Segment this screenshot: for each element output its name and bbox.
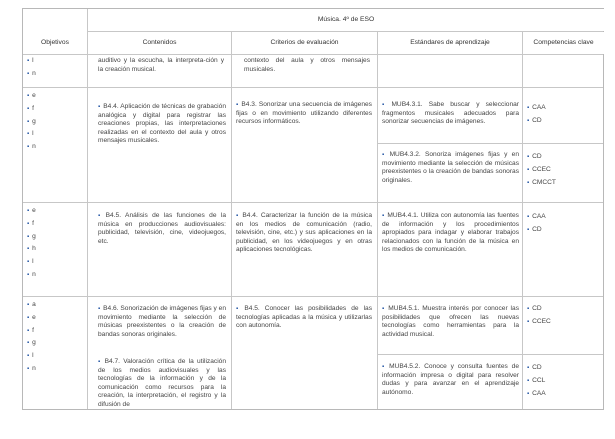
bullet-icon: ▪ bbox=[27, 327, 30, 334]
estandares-cell bbox=[382, 305, 519, 339]
bullet-icon: ▪ bbox=[98, 359, 102, 365]
objective-item-text: g bbox=[32, 339, 36, 347]
bullet-icon: ▪ bbox=[27, 144, 30, 151]
competency-item bbox=[527, 388, 603, 401]
standard-text: MUB4.3.2. Sonoriza imágenes fijas y en movimiento mediante la selección de músicas preexistentes o la creación de bandas sonoras originales. bbox=[382, 151, 519, 184]
bullet-icon: ▪ bbox=[27, 208, 30, 214]
bullet-icon: ▪ bbox=[27, 314, 30, 321]
row-divider bbox=[23, 87, 603, 88]
objective-item-text: e bbox=[32, 92, 36, 99]
bullet-icon: ▪ bbox=[527, 117, 530, 124]
bullet-icon: ▪ bbox=[27, 271, 30, 278]
competency-item-text: CD bbox=[532, 225, 542, 233]
objective-item-text: l bbox=[32, 258, 34, 266]
bullet-icon: ▪ bbox=[236, 306, 242, 312]
bullet-icon: ▪ bbox=[527, 390, 530, 397]
objective-item bbox=[27, 363, 85, 376]
competency-item bbox=[527, 211, 603, 224]
criterios-cell bbox=[236, 101, 372, 127]
bullet-icon: ▪ bbox=[527, 318, 530, 325]
competency-item bbox=[527, 316, 603, 329]
content-text: auditivo y la escucha, la interpreta-ción y la creación musical. bbox=[98, 57, 224, 73]
bullet-icon: ▪ bbox=[27, 233, 30, 240]
competency-item-text: CMCCT bbox=[532, 178, 556, 186]
bullet-icon: ▪ bbox=[527, 377, 530, 384]
objective-item bbox=[27, 325, 85, 338]
bullet-icon: ▪ bbox=[27, 353, 30, 360]
bullet-icon: ▪ bbox=[527, 365, 530, 371]
bullet-icon: ▪ bbox=[27, 220, 30, 227]
header-competencias: Competencias clave bbox=[523, 32, 604, 54]
standard-text: MUB4.5.1. Muestra interés por conocer las posibilidades que ofrecen las nuevas tecnologías como herramientas para la actividad musical. bbox=[382, 305, 519, 338]
competency-item-text: CAA bbox=[532, 104, 546, 111]
objective-item bbox=[27, 312, 85, 325]
objective-item bbox=[27, 243, 85, 256]
table-title: Música. 4º de ESO bbox=[88, 9, 604, 31]
competency-item bbox=[527, 102, 603, 115]
objective-item bbox=[27, 256, 85, 269]
objective-item bbox=[27, 68, 85, 81]
competency-item-text: CCEC bbox=[532, 165, 551, 173]
criterion-text: B4.4. Caracterizar la función de la música en los medios de comunicación (radio, televisión, cine, etc.) y sus aplicaciones en la publicidad, en los videojuegos y en otras aplicaciones tecnológicas. bbox=[236, 212, 372, 254]
standard-text: MUB4.5.2. Conoce y consulta fuentes de información impresa o digital para resolver dudas y para avanzar en el aprendizaje autónomo. bbox=[382, 363, 519, 396]
criterion-text: B4.3. Sonorizar una secuencia de imágenes fijas o en movimiento utilizando diferentes recursos informáticos. bbox=[236, 101, 372, 126]
objective-item bbox=[27, 337, 85, 350]
bullet-icon: ▪ bbox=[527, 306, 530, 312]
bullet-icon: ▪ bbox=[27, 246, 30, 253]
bullet-icon: ▪ bbox=[98, 213, 103, 219]
curriculum-table bbox=[22, 8, 604, 410]
competency-item bbox=[527, 177, 603, 190]
column-divider bbox=[377, 9, 378, 409]
objective-item-text: l bbox=[32, 57, 34, 64]
criterion-text: B4.5. Conocer las posibilidades de las tecnologías aplicadas a la música y utilizarlas con autonomía. bbox=[236, 305, 372, 330]
bullet-icon: ▪ bbox=[27, 70, 30, 77]
bullet-icon: ▪ bbox=[527, 226, 530, 233]
competency-item bbox=[527, 303, 603, 316]
bullet-icon: ▪ bbox=[27, 259, 30, 266]
objective-item bbox=[27, 55, 85, 68]
competencias-cell bbox=[527, 151, 603, 189]
bullet-icon: ▪ bbox=[27, 118, 30, 125]
competency-item-text: CD bbox=[532, 305, 542, 312]
objective-item-text: n bbox=[32, 270, 36, 278]
objective-item-text: n bbox=[32, 143, 36, 151]
criterios-cell bbox=[236, 212, 372, 255]
objective-item-text: h bbox=[32, 245, 36, 253]
row-divider bbox=[23, 202, 603, 203]
objective-item-text: n bbox=[32, 364, 36, 372]
bullet-icon: ▪ bbox=[382, 102, 389, 108]
row-divider bbox=[23, 296, 603, 297]
criterion-text: contexto del aula y otros mensajes musicales. bbox=[244, 57, 370, 73]
bullet-icon: ▪ bbox=[27, 365, 30, 372]
objetivos-cell bbox=[27, 205, 85, 282]
criterios-cell bbox=[244, 57, 370, 74]
objective-item bbox=[27, 116, 85, 129]
objetivos-cell bbox=[27, 90, 85, 154]
bullet-icon: ▪ bbox=[236, 102, 239, 108]
objective-item bbox=[27, 128, 85, 141]
bullet-icon: ▪ bbox=[382, 152, 387, 158]
bullet-icon: ▪ bbox=[27, 58, 30, 64]
objective-item-text: n bbox=[32, 69, 36, 77]
competency-item bbox=[527, 375, 603, 388]
column-divider bbox=[231, 9, 232, 409]
content-text: B4.5. Análisis de las funciones de la música en producciones audiovisuales: publicidad, televisión, cine, videojuegos, etc. bbox=[98, 212, 226, 245]
competency-item-text: CCEC bbox=[532, 317, 551, 325]
bullet-icon: ▪ bbox=[98, 104, 101, 110]
estandares-cell bbox=[382, 151, 519, 185]
objetivos-cell bbox=[27, 299, 85, 376]
row-divider bbox=[377, 143, 603, 144]
competency-item-text: CAA bbox=[532, 389, 546, 397]
objective-item bbox=[27, 299, 85, 312]
competency-item bbox=[527, 151, 603, 164]
contenidos-cell bbox=[98, 103, 226, 146]
bullet-icon: ▪ bbox=[27, 131, 30, 138]
bullet-icon: ▪ bbox=[27, 340, 30, 347]
competencias-cell bbox=[527, 211, 603, 237]
bullet-icon: ▪ bbox=[527, 154, 530, 160]
row-divider bbox=[23, 54, 603, 55]
competencias-cell bbox=[527, 102, 603, 128]
bullet-icon: ▪ bbox=[527, 105, 530, 111]
estandares-cell bbox=[382, 101, 519, 127]
objective-item bbox=[27, 218, 85, 231]
bullet-icon: ▪ bbox=[527, 214, 530, 220]
contenidos-cell bbox=[98, 212, 226, 246]
bullet-icon: ▪ bbox=[382, 306, 386, 312]
objetivos-cell bbox=[27, 55, 85, 81]
header-criterios: Criterios de evaluación bbox=[232, 32, 377, 54]
header-estandares: Estándares de aprendizaje bbox=[378, 32, 522, 54]
objective-item-text: f bbox=[32, 326, 34, 334]
competency-item-text: CD bbox=[532, 364, 542, 371]
objective-item bbox=[27, 205, 85, 218]
column-divider bbox=[87, 9, 88, 409]
estandares-cell bbox=[382, 212, 519, 255]
bullet-icon: ▪ bbox=[98, 306, 101, 312]
objective-item-text: g bbox=[32, 117, 36, 125]
header-contenidos: Contenidos bbox=[88, 32, 231, 54]
objective-item bbox=[27, 90, 85, 103]
competency-item bbox=[527, 115, 603, 128]
competency-item-text: CD bbox=[532, 153, 542, 160]
column-divider bbox=[522, 9, 523, 409]
bullet-icon: ▪ bbox=[382, 213, 385, 219]
objective-item bbox=[27, 269, 85, 282]
bullet-icon: ▪ bbox=[27, 93, 30, 99]
objective-item-text: e bbox=[32, 207, 36, 214]
competency-item bbox=[527, 362, 603, 375]
competency-item-text: CD bbox=[532, 116, 542, 124]
bullet-icon: ▪ bbox=[527, 179, 530, 186]
standard-text: MUB4.4.1. Utiliza con autonomía las fuentes de información y los procedimientos apropiados para indagar y elaborar trabajos relacionados con la función de la música en los medios de comunicación. bbox=[382, 212, 519, 254]
competency-item-text: CCL bbox=[532, 376, 546, 384]
content-text: B4.6. Sonorización de imágenes fijas y en movimiento mediante la selección de músicas preexistentes o la creación de bandas sonoras originales. bbox=[98, 305, 226, 338]
criterios-cell bbox=[236, 305, 372, 331]
objective-item-text: f bbox=[32, 104, 34, 112]
contenidos-cell bbox=[98, 57, 224, 74]
objective-item-text: g bbox=[32, 232, 36, 240]
estandares-cell bbox=[382, 363, 519, 397]
competency-item-text: CAA bbox=[532, 213, 546, 220]
bullet-icon: ▪ bbox=[236, 213, 240, 219]
objective-item-text: e bbox=[32, 313, 36, 321]
objective-item bbox=[27, 141, 85, 154]
competency-item bbox=[527, 164, 603, 177]
competencias-cell bbox=[527, 303, 603, 329]
objective-item-text: l bbox=[32, 352, 34, 360]
content-text: B4.4. Aplicación de técnicas de grabación analógica y digital para registrar las creaciones propias, las interpretaciones realizadas en el contexto del aula y otros mensajes musicales. bbox=[98, 103, 226, 145]
objective-item-text: f bbox=[32, 219, 34, 227]
bullet-icon: ▪ bbox=[382, 364, 387, 370]
objective-item bbox=[27, 103, 85, 116]
competencias-cell bbox=[527, 362, 603, 400]
bullet-icon: ▪ bbox=[27, 302, 30, 308]
content-text: B4.7. Valoración crítica de la utilización de los medios audiovisuales y las tecnologías de la información y de la comunicación como recursos para la creación, la interpretación, el registro y la difusión de bbox=[98, 358, 226, 408]
standard-text: MUB4.3.1. Sabe buscar y seleccionar fragmentos musicales adecuados para sonorizar secuencias de imágenes. bbox=[382, 101, 519, 126]
header-objetivos: Objetivos bbox=[23, 32, 87, 54]
bullet-icon: ▪ bbox=[27, 105, 30, 112]
objective-item-text: l bbox=[32, 130, 34, 138]
competency-item bbox=[527, 224, 603, 237]
objective-item bbox=[27, 350, 85, 363]
objective-item-text: a bbox=[32, 301, 36, 308]
row-divider bbox=[377, 354, 603, 355]
bullet-icon: ▪ bbox=[527, 166, 530, 173]
objective-item bbox=[27, 231, 85, 244]
contenidos-cell bbox=[98, 358, 226, 410]
contenidos-cell bbox=[98, 305, 226, 339]
